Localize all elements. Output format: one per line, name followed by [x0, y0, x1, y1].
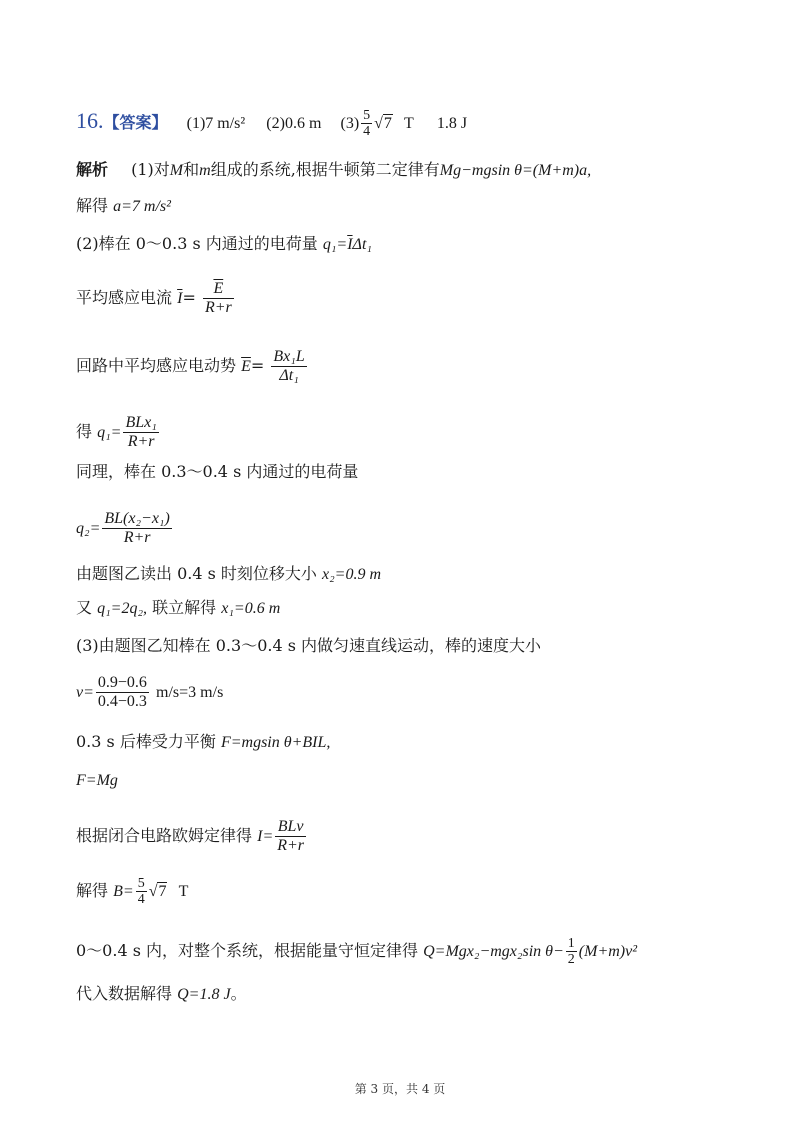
delta-t: Δt₁ [352, 236, 372, 253]
velocity-label: v= [76, 684, 94, 701]
fraction-numerator: $\overline{E}$ [203, 280, 234, 299]
equation: x₂=0.9 m [322, 566, 382, 583]
fraction [123, 414, 158, 451]
text: 回路中平均感应电动势 [76, 356, 237, 375]
question-number: 16. [76, 108, 104, 133]
analysis-line-5 [76, 348, 309, 385]
analysis-line-2 [76, 196, 171, 217]
equation: B= [113, 883, 134, 900]
avg-emf: $\overline{E}$ [241, 358, 251, 375]
square-root: √7 [148, 883, 167, 900]
text: 。 [230, 984, 247, 1003]
fraction-denominator: 0.4−0.3 [97, 693, 147, 710]
var-M: M [169, 162, 184, 179]
fraction-denominator: 2 [567, 952, 575, 967]
text: 同理，棒在 0.3～0.4 s 内通过的电荷量 [76, 462, 359, 481]
analysis-line-14 [76, 770, 118, 791]
fraction-numerator: 0.9−0.6 [97, 674, 147, 691]
text: (3)由题图乙知棒在 0.3～0.4 s 内做匀速直线运动，棒的速度大小 [76, 636, 542, 655]
fraction-numerator: BL(x₂−x₁) [104, 510, 170, 527]
equals: = [182, 288, 196, 307]
analysis-line-18 [76, 984, 247, 1005]
fraction-denominator: R+r [277, 837, 305, 854]
text: 和 [183, 160, 200, 179]
equation: q₂= [76, 520, 101, 537]
fraction [102, 510, 171, 547]
avg-current: $\overline{I}$ [177, 290, 183, 307]
text: 解得 [76, 881, 109, 900]
analysis-line-16 [76, 876, 188, 907]
text: 根据闭合电路欧姆定律得 [76, 826, 253, 845]
answer-part-4: 1.8 J [436, 115, 468, 132]
equation: q₁= [322, 236, 348, 253]
equation: q₁= [97, 424, 122, 441]
equation: I= [257, 828, 274, 845]
fraction [271, 348, 306, 385]
answer-part-3-root: √7 [374, 115, 392, 132]
equation: (M+m)v² [578, 943, 638, 960]
analysis-line-3 [76, 234, 372, 255]
fraction [275, 818, 306, 855]
fraction-denominator: 4 [137, 892, 145, 907]
equation: F=mgsin θ+BIL, [220, 734, 331, 751]
fraction-numerator: BLv [275, 818, 306, 837]
equation: Mg−mgsin θ=(M+m)a, [439, 162, 592, 179]
var-m: m [199, 162, 211, 179]
fraction-numerator: 5 [137, 876, 145, 891]
text: 又 [76, 598, 93, 617]
equation: q₁=2q₂, [97, 600, 148, 617]
analysis-line-7 [76, 462, 358, 482]
page-footer: 第 3 页，共 4 页 [354, 1082, 446, 1096]
analysis-line-13 [76, 732, 330, 753]
fraction-denominator: Δt₁ [279, 367, 299, 384]
unit: T [178, 883, 189, 900]
text: 组成的系统,根据牛顿第二定律有 [210, 160, 440, 179]
fraction-denominator: R+r [204, 299, 232, 316]
text: 代入数据解得 [76, 984, 173, 1003]
answer-part-3-prefix: (3) [340, 115, 360, 132]
analysis-line-15 [76, 818, 308, 855]
fraction-numerator: 1 [567, 936, 575, 951]
equation: x₁=0.6 m [221, 600, 281, 617]
text: 得 [76, 422, 93, 441]
answer-part-3-fraction [361, 108, 372, 139]
fraction [203, 280, 234, 317]
analysis-line-8 [76, 510, 174, 547]
analysis-label: 解析 [76, 160, 109, 179]
text: (1)对 [131, 160, 170, 179]
answer-tag: 【答案】 [103, 113, 168, 132]
equation: F=Mg [76, 772, 118, 789]
analysis-line-10 [76, 598, 280, 619]
fraction [136, 876, 147, 907]
fraction-denominator: R+r [123, 529, 151, 546]
fraction-numerator: Bx₁L [273, 348, 305, 365]
radicand: 7 [383, 115, 392, 132]
text: 由题图乙读出 0.4 s 时刻位移大小 [76, 564, 317, 583]
text: 平均感应电流 [76, 288, 173, 307]
fraction [96, 674, 149, 711]
analysis-line-1 [76, 160, 591, 181]
text: 0.3 s 后棒受力平衡 [76, 732, 216, 751]
answer-part-3-unit: T [404, 115, 414, 132]
analysis-line-9 [76, 564, 381, 585]
avg-current: $\overline{I}$ [347, 236, 353, 253]
text: 0～0.4 s 内，对整个系统，根据能量守恒定律得 [76, 941, 419, 960]
equation: a=7 m/s² [113, 198, 171, 215]
answer-header [76, 108, 467, 139]
answer-part-1: (1)7 m/s² [186, 115, 246, 132]
analysis-line-4 [76, 280, 236, 317]
text: (2)棒在 0～0.3 s 内通过的电荷量 [76, 234, 318, 253]
analysis-line-17 [76, 936, 637, 967]
text: 解得 [76, 196, 109, 215]
analysis-line-6 [76, 414, 161, 451]
velocity-result: m/s=3 m/s [156, 684, 224, 701]
equals: = [250, 356, 265, 375]
equation: Q=Mgx₂−mgx₂sin θ− [423, 943, 564, 960]
analysis-line-11 [76, 636, 541, 656]
fraction-numerator: BLx₁ [125, 414, 157, 431]
answer-part-2: (2)0.6 m [266, 115, 322, 132]
fraction-denominator: R+r [127, 433, 155, 450]
analysis-line-12 [76, 674, 223, 711]
radicand: 7 [158, 883, 167, 900]
fraction [566, 936, 577, 967]
equation: Q=1.8 J [177, 986, 231, 1003]
fraction-numerator: 5 [363, 108, 371, 123]
fraction-denominator: 4 [363, 124, 371, 139]
text: 联立解得 [152, 598, 217, 617]
